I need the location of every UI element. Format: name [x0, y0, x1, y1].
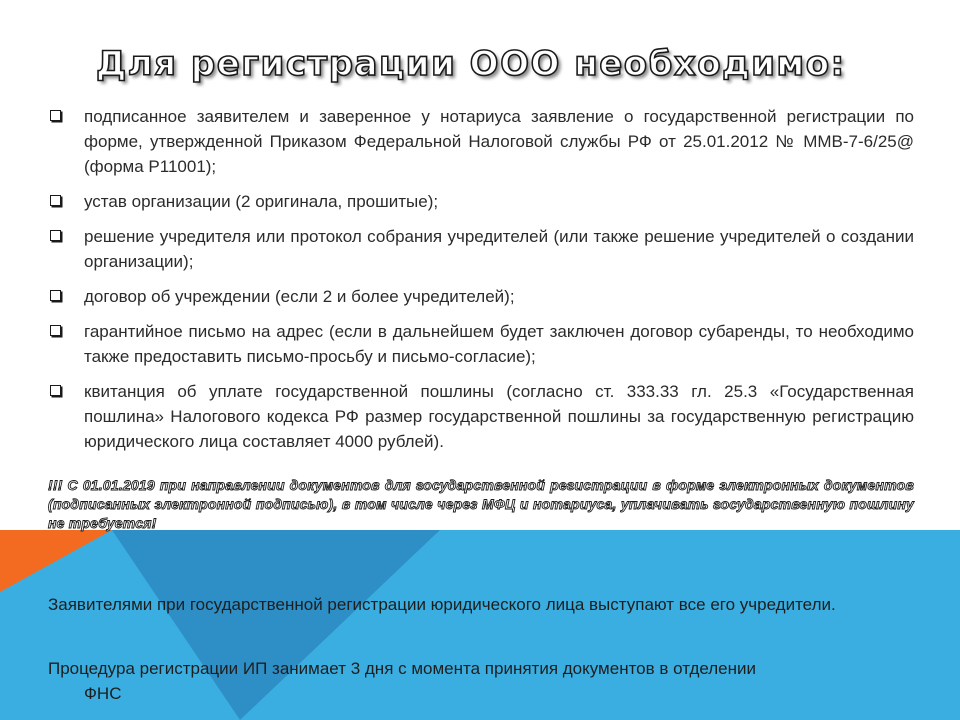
requirements-list — [48, 104, 914, 464]
list-item: договор об учреждении (если 2 и более учредителей); — [48, 284, 914, 309]
list-item: гарантийное письмо на адрес (если в дальнейшем будет заключен договор субаренды, то необходимо также предоставить письмо-просьбу и письмо-согласие); — [48, 319, 914, 369]
list-item: решение учредителя или протокол собрания учредителей (или также решение учредителей о создании организации); — [48, 224, 914, 274]
fee-exemption-note: !!! С 01.01.2019 при направлении документов для государственной регистрации в форме электронных документов (подписанных электронной подписью), в том числе через МФЦ и нотариуса, уплачивать государственную пошлину не требуется! — [48, 477, 914, 531]
applicants-paragraph: Заявителями при государственной регистрации юридического лица выступают все его учредители. — [48, 595, 836, 614]
list-item: квитанция об уплате государственной пошлины (согласно ст. 333.33 гл. 25.3 «Государственная пошлина» Налогового кодекса РФ размер государственной пошлины за государственную регистрацию юридического лица составляет 4000 рублей). — [48, 379, 914, 454]
slide-title: Для регистрации ООО необходимо: — [96, 44, 846, 84]
ip-registration-line-end: ФНС — [84, 684, 122, 703]
ip-registration-paragraph — [48, 656, 914, 706]
ip-registration-line: Процедура регистрации ИП занимает 3 дня с момента принятия документов в отделении — [48, 659, 757, 678]
list-item: устав организации (2 оригинала, прошитые); — [48, 189, 914, 214]
list-item: подписанное заявителем и заверенное у нотариуса заявление о государственной регистрации по форме, утвержденной Приказом Федеральной Налоговой службы РФ от 25.01.2012 № ММВ-7-6/25@ (форма Р11001); — [48, 104, 914, 179]
